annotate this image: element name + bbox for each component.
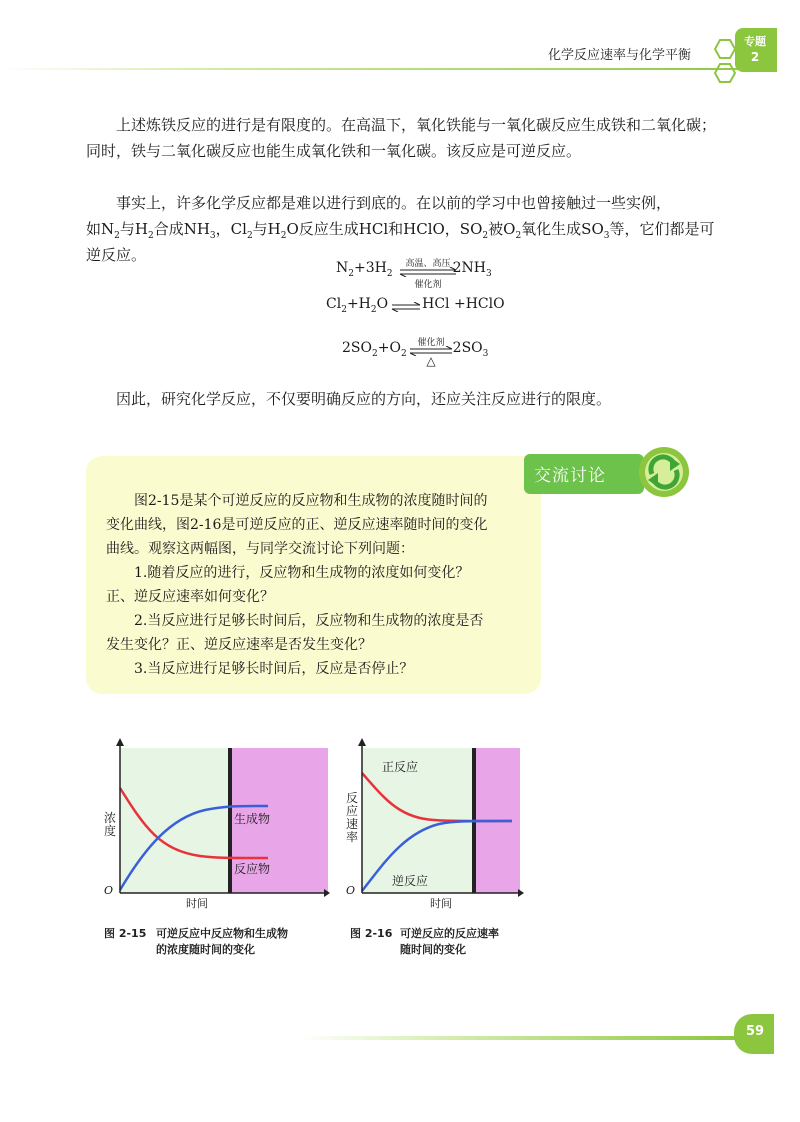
fig2-ylabel: 反应速率: [346, 791, 359, 844]
discussion-text: [106, 489, 536, 681]
discussion-line: 正、逆反应速率如何变化？: [106, 589, 274, 605]
reverse-reaction-label: 逆反应: [392, 874, 429, 888]
discussion-line: 图2-15是某个可逆反应的反应物和生成物的浓度随时间的: [134, 493, 488, 509]
figure-2-15-chart: [100, 738, 330, 916]
paragraph-2-line2: 如$N_2$与$H_2$合成$NH_3$，$Cl_2$与$H_2O$反应生成HCl和HClO，$SO_2$被$O_2$氧化生成$SO_3$等，它们都是可: [86, 220, 715, 241]
fig1-origin: O: [104, 884, 114, 897]
discussion-line: 发生变化？正、逆反应速率是否发生变化？: [106, 637, 372, 653]
chapter-chip-label: 专题: [744, 35, 766, 48]
x-axis-arrow-icon: [518, 889, 524, 897]
fig1-ylabel: 浓度: [104, 811, 117, 838]
equation-3: $2SO_2+O_2$ $2SO_3$: [342, 340, 489, 359]
fig1-xlabel: 时间: [186, 897, 208, 910]
header-rule: [0, 68, 770, 70]
fig2-xlabel: 时间: [430, 897, 452, 910]
fig1-caption-number: 图 2-15: [104, 927, 147, 940]
discussion-line: 1.随着反应的进行，反应物和生成物的浓度如何变化？: [134, 565, 470, 581]
page-number: 59: [745, 1024, 765, 1039]
y-axis-arrow-icon: [358, 738, 366, 746]
exchange-cycle-icon: [636, 444, 692, 500]
paragraph-1: 上述炼铁反应的进行是有限度的。在高温下，氧化铁能与一氧化碳反应生成铁和二氧化碳；同时，铁与二氧化碳反应也能生成氧化铁和一氧化碳。该反应是可逆反应。: [86, 116, 717, 160]
reactant-label: 反应物: [234, 862, 271, 876]
eq1-condition-below: 催化剂: [414, 280, 442, 290]
eq1-condition-above: 高温、高压: [405, 259, 451, 269]
reversible-arrow-icon: [398, 267, 458, 277]
equation-2: $Cl_2+H_2O$ HCl +HClO: [326, 296, 505, 315]
y-axis-arrow-icon: [116, 738, 124, 746]
discussion-line: 3.当反应进行足够长时间后，反应是否停止？: [134, 661, 414, 677]
fig1-caption-line1: 可逆反应中反应物和生成物: [156, 927, 288, 940]
paragraph-2-line3: 逆反应。: [86, 246, 147, 264]
eq3-condition-above: 催化剂: [417, 338, 445, 348]
figure-2-16-chart: [344, 738, 524, 916]
reversible-arrow-icon: [390, 302, 422, 312]
fig2-caption-number: 图 2-16: [350, 927, 393, 940]
discussion-line: 变化曲线，图2-16是可逆反应的正、逆反应速率随时间的变化: [106, 517, 488, 533]
paragraph-2-line1: 事实上，许多化学反应都是难以进行到底的。在以前的学习中也曾接触过一些实例，: [116, 194, 672, 212]
fig2-origin: O: [346, 884, 356, 897]
footer-rule: [300, 1036, 740, 1040]
product-label: 生成物: [234, 812, 271, 826]
discussion-badge-label: 交流讨论: [534, 466, 606, 486]
fig1-caption-line2: 的浓度随时间的变化: [156, 943, 255, 956]
discussion-line: 曲线。观察这两幅图，与同学交流讨论下列问题：: [106, 541, 414, 557]
equation-1: $N_2+3H_2$ $2NH_3$: [336, 260, 492, 279]
chapter-title: 化学反应速率与化学平衡: [548, 48, 692, 63]
fig2-caption-line1: 可逆反应的反应速率: [400, 927, 499, 940]
chapter-chip-number: 2: [750, 50, 760, 64]
eq3-condition-below: △: [426, 354, 436, 368]
forward-reaction-label: 正反应: [382, 760, 419, 774]
discussion-line: 2.当反应进行足够长时间后，反应物和生成物的浓度是否: [134, 613, 484, 629]
paragraph-3: 因此，研究化学反应，不仅要明确反应的方向，还应关注反应进行的限度。: [116, 390, 612, 408]
fig2-caption-line2: 随时间的变化: [400, 943, 466, 956]
